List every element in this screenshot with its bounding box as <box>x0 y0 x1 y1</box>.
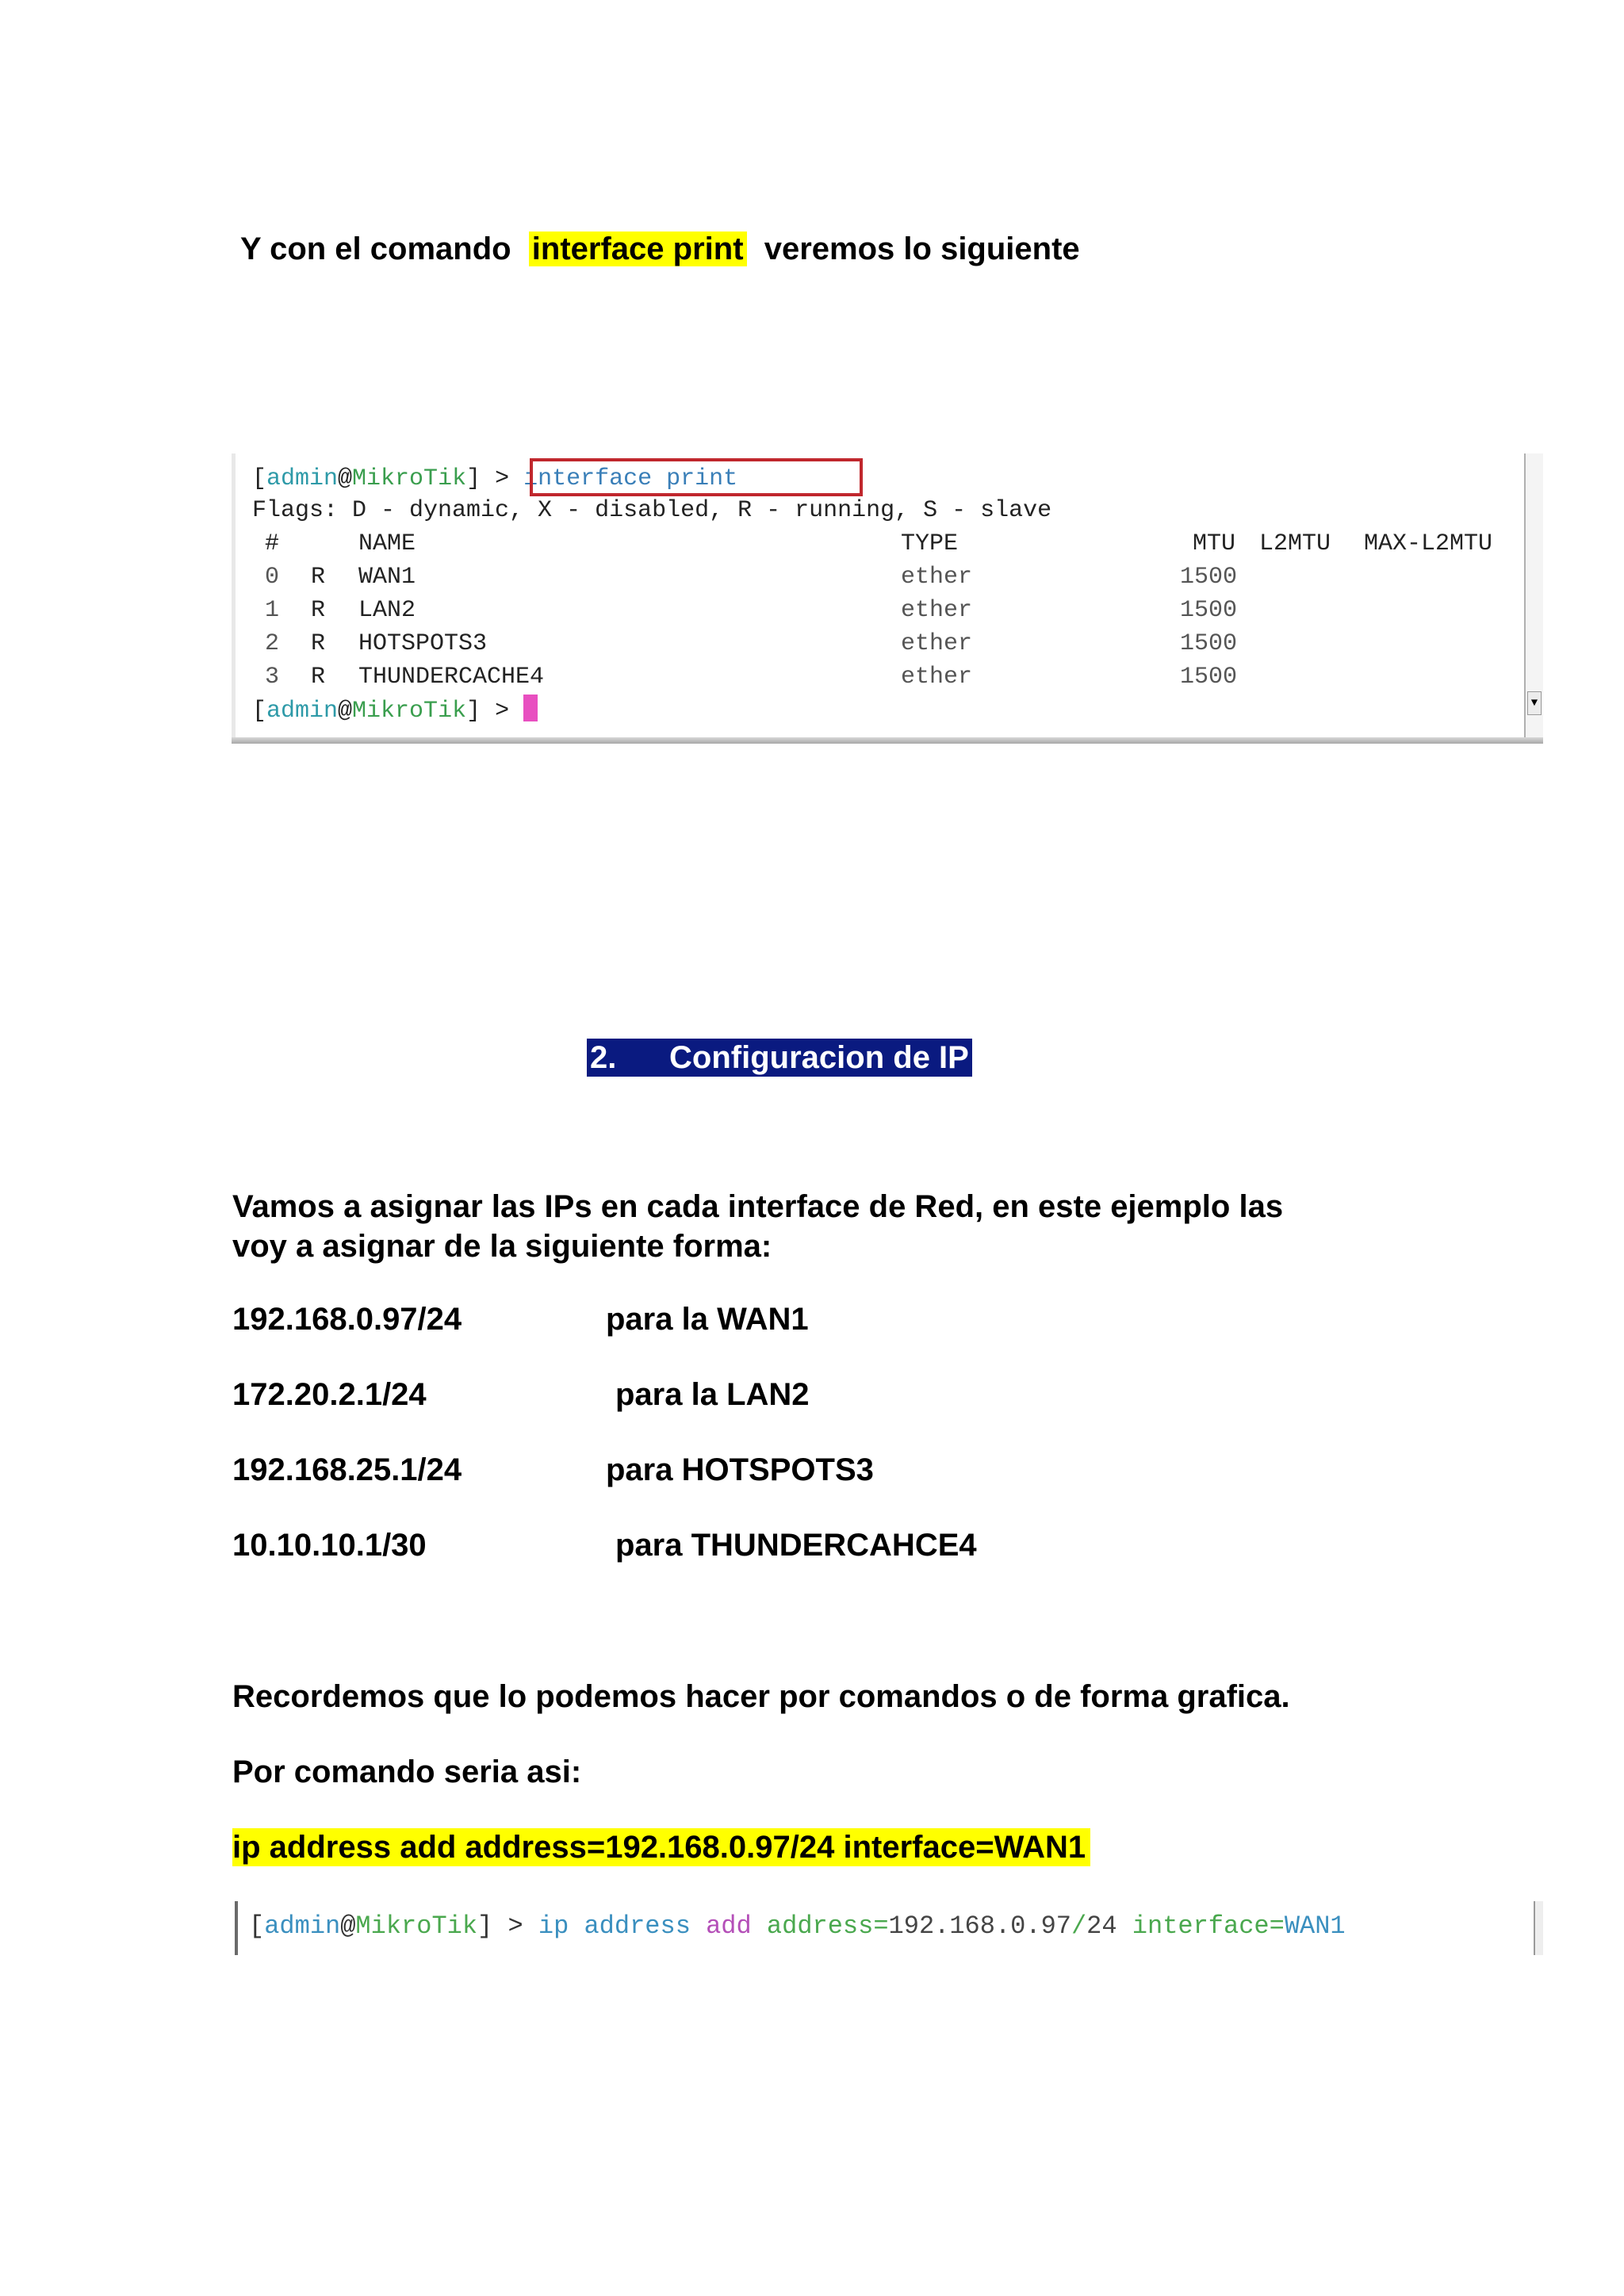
by-command-text: Por comando seria asi: <box>232 1755 582 1789</box>
cmd-ip: ip <box>538 1911 569 1941</box>
prompt-host: MikroTik <box>355 1911 478 1941</box>
section-heading <box>587 1039 972 1077</box>
row-name: HOTSPOTS3 <box>358 630 488 657</box>
section-number: 2. <box>590 1040 617 1075</box>
row-mtu: 1500 <box>1180 597 1238 624</box>
header-type: TYPE <box>901 530 959 557</box>
cmd-address: address <box>584 1911 691 1941</box>
row-flag: R <box>311 664 326 691</box>
arg-address-value: 192.168.0.97 <box>888 1911 1071 1941</box>
section-title: Configuracion de IP <box>669 1040 969 1075</box>
header-name: NAME <box>358 530 416 557</box>
prompt-host: MikroTik <box>352 465 467 492</box>
assignment-desc: para HOTSPOTS3 <box>606 1452 874 1487</box>
terminal-left-border <box>232 453 236 744</box>
row-name: LAN2 <box>358 597 416 624</box>
paragraph-line-2: voy a asignar de la siguiente forma: <box>232 1229 772 1264</box>
intro-highlight: interface print <box>529 232 747 266</box>
terminal-cursor <box>523 695 538 721</box>
header-max-l2mtu: MAX-L2MTU <box>1364 530 1493 557</box>
row-flag: R <box>311 630 326 657</box>
terminal-bottom-border <box>232 737 1543 744</box>
prompt-user: admin <box>266 698 339 725</box>
terminal2-command-line: [admin@MikroTik] > ip address add address=192.168.0.97/24 interface=WAN1 <box>249 1911 1346 1941</box>
scroll-down-arrow-icon[interactable]: ▼ <box>1527 691 1542 715</box>
assignment-desc: para la WAN1 <box>606 1302 809 1337</box>
command-highlight-text: ip address add address=192.168.0.97/24 interface=WAN1 <box>232 1828 1090 1866</box>
row-mtu: 1500 <box>1180 564 1238 591</box>
row-num: 0 <box>265 564 280 591</box>
paragraph-line-1: Vamos a asignar las IPs en cada interface de Red, en este ejemplo las <box>232 1189 1284 1224</box>
arg-prefix: 24 <box>1086 1911 1117 1941</box>
row-flag: R <box>311 597 326 624</box>
row-type: ether <box>901 664 973 691</box>
row-mtu: 1500 <box>1180 664 1238 691</box>
cmd-add: add <box>706 1911 752 1941</box>
row-num: 2 <box>265 630 280 657</box>
arg-address-key: address <box>766 1911 874 1941</box>
terminal-screenshot-interface-print <box>232 453 1543 744</box>
arg-interface-key: interface <box>1132 1911 1270 1941</box>
arg-slash: / <box>1071 1911 1087 1941</box>
prompt-user: admin <box>266 465 339 492</box>
intro-line <box>240 230 1080 268</box>
intro-before: Y con el comando <box>240 232 511 266</box>
arg-interface-value: WAN1 <box>1284 1911 1346 1941</box>
assignment-desc: para THUNDERCAHCE4 <box>615 1528 977 1563</box>
row-num: 1 <box>265 597 280 624</box>
prompt-host: MikroTik <box>352 698 467 725</box>
terminal2-left-border <box>235 1901 238 1955</box>
assignment-ip: 192.168.25.1/24 <box>232 1452 462 1487</box>
prompt-user: admin <box>264 1911 341 1941</box>
terminal-flags-line: Flags: D - dynamic, X - disabled, R - running, S - slave <box>252 497 1052 524</box>
intro-after: veremos lo siguiente <box>764 232 1080 266</box>
row-type: ether <box>901 597 973 624</box>
row-flag: R <box>311 564 326 591</box>
command-highlight-box <box>530 458 863 496</box>
row-type: ether <box>901 630 973 657</box>
assignment-ip: 192.168.0.97/24 <box>232 1302 462 1337</box>
row-name: THUNDERCACHE4 <box>358 664 545 691</box>
header-num: # <box>265 530 280 557</box>
row-type: ether <box>901 564 973 591</box>
row-num: 3 <box>265 664 280 691</box>
row-name: WAN1 <box>358 564 416 591</box>
assignment-ip: 172.20.2.1/24 <box>232 1377 427 1412</box>
terminal-prompt-line: [admin@MikroTik] > interface print <box>252 465 738 492</box>
assignment-ip: 10.10.10.1/30 <box>232 1528 427 1563</box>
terminal-screenshot-ip-add <box>235 1901 1543 1955</box>
remember-text: Recordemos que lo podemos hacer por comandos o de forma grafica. <box>232 1679 1290 1714</box>
header-mtu: MTU <box>1193 530 1236 557</box>
terminal-scrollbar[interactable] <box>1524 453 1543 737</box>
terminal-command: interface print <box>523 465 738 492</box>
header-l2mtu: L2MTU <box>1259 530 1331 557</box>
assignment-desc: para la LAN2 <box>615 1377 810 1412</box>
row-mtu: 1500 <box>1180 630 1238 657</box>
terminal2-scrollbar[interactable] <box>1534 1901 1543 1955</box>
terminal-prompt-end: [admin@MikroTik] > <box>252 695 538 727</box>
